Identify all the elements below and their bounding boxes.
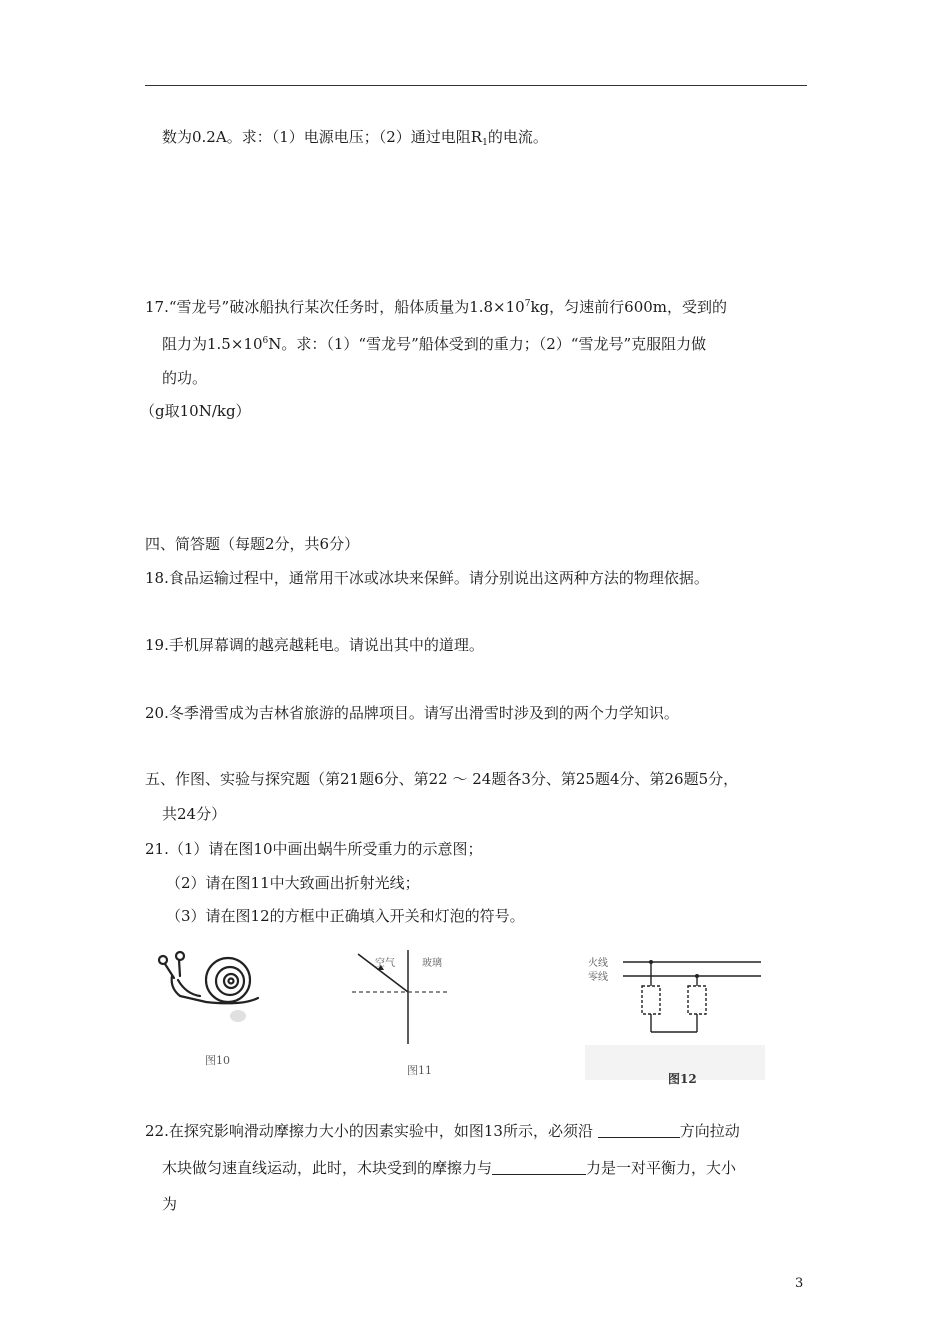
q17-line1: 17.“雪龙号”破冰船执行某次任务时，船体质量为$1.8\times 10^7kg$，匀速前行600m，受到的 [145,298,727,316]
q19: 19.手机屏幕调的越亮越耗电。请说出其中的道理。 [145,636,484,654]
q18: 18.食品运输过程中，通常用干冰或冰块来保鲜。请分别说出这两种方法的物理依据。 [145,569,709,587]
q21-part1: 21.（1）请在图10中画出蜗牛所受重力的示意图； [145,840,483,858]
caption-fig11: 图11 [407,1064,432,1077]
section4-title: 四、简答题（每题2分，共6分） [145,535,360,553]
figure-10-snail [150,950,280,1030]
q22-line3: 为 [162,1195,178,1213]
q17-line3: 的功。 [162,369,208,387]
figure-11-refraction [350,948,460,1048]
caption-fig12: 图12 [668,1072,697,1086]
fig11-air-label: 空气 [375,958,395,969]
fig12-live-wire-label: 火线 [588,958,608,969]
q22-line1: 22.在探究影响滑动摩擦力大小的因素实验中，如图13所示，必须沿 方向拉动 [145,1122,740,1140]
section5-title-cont: 共24分） [162,805,227,823]
q21-part2: （2）请在图11中大致画出折射光线； [166,874,420,892]
q16-tail: 数为0.2A。求：（1）电源电压；（2）通过电阻$R_1$的电流。 [162,128,548,148]
figure-12-circuit [585,950,765,1080]
header-rule [145,85,807,86]
caption-fig10: 图10 [205,1054,230,1067]
q20: 20.冬季滑雪成为吉林省旅游的品牌项目。请写出滑雪时涉及到的两个力学知识。 [145,704,679,722]
q17-line4: （g取10N/kg） [140,402,251,420]
q22-line2: 木块做匀速直线运动，此时，木块受到的摩擦力与 力是一对平衡力，大小 [162,1159,737,1177]
q21-part3: （3）请在图12的方框中正确填入开关和灯泡的符号。 [166,907,525,925]
q22-blank-force[interactable] [492,1160,586,1175]
fig11-glass-label: 玻璃 [422,958,442,969]
fig12-neutral-wire-label: 零线 [588,972,608,983]
page-number: 3 [795,1276,804,1291]
q17-line2: 阻力为$1.5\times 10^6N$。求：（1）“雪龙号”船体受到的重力；（2）“雪龙号”克服阻力做 [162,335,707,353]
q22-blank-direction[interactable] [598,1123,680,1138]
section5-title: 五、作图、实验与探究题（第21题6分、第22 ～ 24题各3分、第25题4分、第26题5分， [145,770,739,788]
